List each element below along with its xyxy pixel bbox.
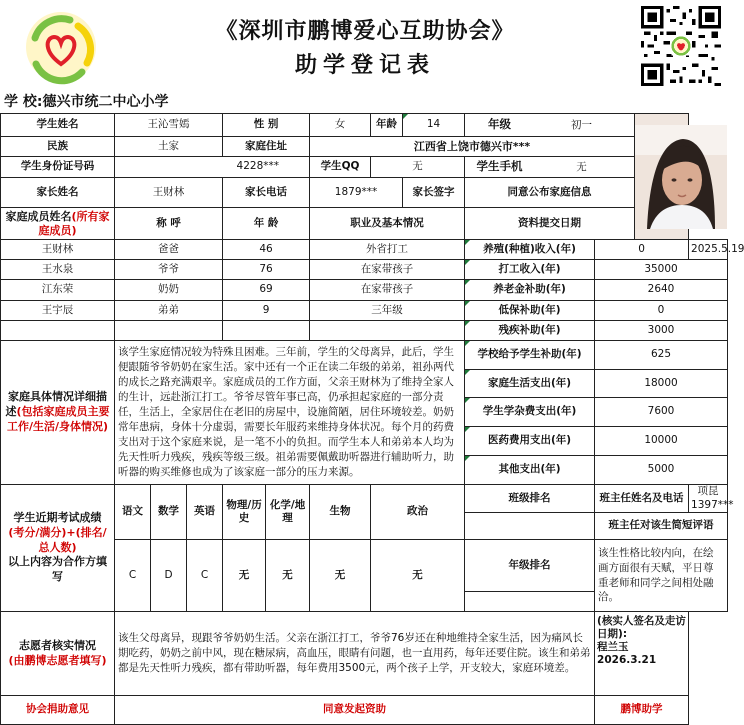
student-photo [635,114,689,240]
member-job: 外省打工 [310,240,465,260]
parent-phone: 1879*** [310,178,403,208]
subject-header: 物理/历史 [223,485,266,540]
score: 无 [310,540,371,612]
verifier-sign-label: (核实人签名及走访日期): [597,615,686,641]
teacher-label: 班主任姓名及电话 [595,485,689,513]
grade-value: 初一 [571,119,593,132]
registration-form [0,113,744,725]
situation-label [1,341,115,485]
exam-label-c: 以上内容为合作方填写 [8,555,107,584]
member-relation: 奶奶 [115,280,223,301]
gender-label: 性 别 [223,114,310,137]
opinion-decision: 同意发起资助 [115,696,595,725]
age-label: 年龄 [371,114,403,137]
exam-label [1,485,115,612]
opinion-label: 协会捐助意见 [1,696,115,725]
comment-label: 班主任对该生简短评语 [595,513,728,540]
score: 无 [266,540,310,612]
grade-rank-label: 年级排名 [465,540,595,592]
age-value: 14 [403,114,465,137]
gender-value: 女 [310,114,371,137]
finance-value: 35000 [595,260,728,280]
student-name-label: 学生姓名 [1,114,115,137]
finance-value: 625 [595,341,728,370]
score: C [187,540,223,612]
situation-text: 该学生家庭情况较为特殊且困难。三年前，学生的父母离异，此后，学生便跟随爷爷奶奶在家生活。家中还有一个正在读二年级的弟弟，祖孙两代的成长之路充满艰辛。家庭成员的工作方面，父亲王财林为了维持全家人的生计，远赴浙江打工。爷爷尽管年事已高，仍承担起家庭的一部分责任，生活上，全家居住在老旧的房屋中，设施简陋，居住环境较差。奶奶常年患病，身体十分虚弱，需要长年服药来维持身体状况。每个月的药费支出对于这个家庭来说，是一笔不小的负担。而学生本人和弟弟本人均为先天性听力残疾，残疾等级三级。祖弟需要佩戴助听器进行辅助听力，助听器的购买维修也成为了该家庭一部分的压力来源。 [115,341,465,485]
relation-header: 称 呼 [115,208,223,240]
volunteer-label-b: (由鹏博志愿者填写) [8,653,107,667]
finance-label: 家庭生活支出(年) [465,370,595,398]
subject-header: 语文 [115,485,151,540]
finance-label: 低保补助(年) [465,301,595,321]
member-name: 王水泉 [1,260,115,280]
member-age: 9 [223,301,310,321]
qq-label: 学生QQ [310,157,371,178]
grade-rank-value [465,592,595,612]
parent-phone-label: 家长电话 [223,178,310,208]
finance-value: 2640 [595,280,728,301]
member-name: 王宇辰 [1,301,115,321]
exam-label-b: (考分/满分)+(排名/总人数) [8,525,107,554]
member-name: 江东荣 [1,280,115,301]
class-rank-value [465,513,595,540]
form-subtitle: 助学登记表 [294,52,435,78]
grade-label: 年级 [488,117,512,132]
finance-label: 养老金补助(年) [465,280,595,301]
score: 无 [223,540,266,612]
school-name: 德兴市统二中心小学 [42,94,169,110]
score: D [151,540,187,612]
address-label: 家庭住址 [223,137,310,157]
finance-value: 7600 [595,398,728,427]
submit-date-label: 资料提交日期 [465,208,635,240]
finance-value: 18000 [595,370,728,398]
address-value: 江西省上饶市德兴市*** [310,137,635,157]
subject-header: 生物 [310,485,371,540]
id-label: 学生身份证号码 [1,157,115,178]
finance-value: 0 [595,301,728,321]
student-phone-label: 学生手机 [476,159,523,174]
school-line [4,92,168,112]
verifier-block [595,612,689,696]
qq-value: 无 [371,157,465,178]
volunteer-label [1,612,115,696]
member-relation: 爸爸 [115,240,223,260]
score: C [115,540,151,612]
family-header-label-b: (所有家庭成员) [38,209,110,237]
member-job: 在家带孩子 [310,280,465,301]
student-photo-image [635,125,727,229]
member-job: 三年级 [310,301,465,321]
header [0,0,730,92]
ethnic-label: 民族 [1,137,115,157]
score: 无 [371,540,465,612]
ethnic-value: 土家 [115,137,223,157]
brand-label: 鹏博助学 [595,696,689,725]
grade-cell [465,114,635,137]
job-header: 职业及基本情况 [310,208,465,240]
situation-label-a: 家庭具体情况详细描述 [5,390,107,419]
teacher-comment: 该生性格比较内向，在绘画方面很有天赋，平日尊重老师和同学之间相处融洽。 [595,540,728,612]
finance-value: 10000 [595,427,728,456]
form-title: 《深圳市鹏博爱心互助协会》 [215,18,515,44]
member-job-empty [310,321,465,341]
qr-code [641,6,721,86]
member-age: 69 [223,280,310,301]
finance-label: 打工收入(年) [465,260,595,280]
parent-name-label: 家长姓名 [1,178,115,208]
school-label: 学 校: [4,94,43,110]
teacher-value: 项昆1397*** [689,485,728,513]
visit-date: 2026.3.21 [597,654,657,667]
finance-label: 其他支出(年) [465,456,595,485]
volunteer-label-a: 志愿者核实情况 [19,638,96,652]
student-name: 王沁雪嫣 [115,114,223,137]
member-relation: 弟弟 [115,301,223,321]
finance-label: 学生学杂费支出(年) [465,398,595,427]
consent-label: 同意公布家庭信息 [465,178,635,208]
member-job: 在家带孩子 [310,260,465,280]
situation-label-b: (包括家庭成员主要工作/生活/身体情况) [6,405,110,433]
student-phone-cell [465,157,635,178]
submit-date-value: 2025.5.19 [689,240,728,260]
member-relation: 爷爷 [115,260,223,280]
age-header: 年 龄 [223,208,310,240]
parent-sign-label: 家长签字 [403,178,465,208]
finance-value: 0 [595,240,689,260]
member-age: 76 [223,260,310,280]
volunteer-text: 该生父母离异，现跟爷爷奶奶生活。父亲在浙江打工，爷爷76岁还在种地维持全家生活，因为痛风长期吃药，奶奶之前中风，现在糖尿病，高血压，眼睛有问题，也一直用药，每年还要住院。该生和弟弟都是先天性听力残疾，都有带助听器，每年费用3500元，两个孩子上学，开支较大，家庭环境差。 [115,612,595,696]
exam-label-a: 学生近期考试成绩 [13,510,102,524]
parent-name: 王财林 [115,178,223,208]
finance-label: 学校给予学生补助(年) [465,341,595,370]
member-name-empty [1,321,115,341]
subject-header: 数学 [151,485,187,540]
finance-label: 医药费用支出(年) [465,427,595,456]
student-phone-value: 无 [576,161,587,174]
family-header-label-a: 家庭成员姓名 [5,209,72,223]
class-rank-label: 班级排名 [465,485,595,513]
finance-value: 5000 [595,456,728,485]
member-name: 王财林 [1,240,115,260]
verifier-name: 程兰玉 [597,641,629,654]
finance-label: 残疾补助(年) [465,321,595,341]
family-header-label [1,208,115,240]
finance-value: 3000 [595,321,728,341]
subject-header: 英语 [187,485,223,540]
subject-header: 化学/地理 [266,485,310,540]
subject-header: 政治 [371,485,465,540]
finance-label: 养殖(种植)收入(年) [465,240,595,260]
id-value: 4228*** [115,157,310,178]
member-age: 46 [223,240,310,260]
member-relation-empty [115,321,223,341]
member-age-empty [223,321,310,341]
